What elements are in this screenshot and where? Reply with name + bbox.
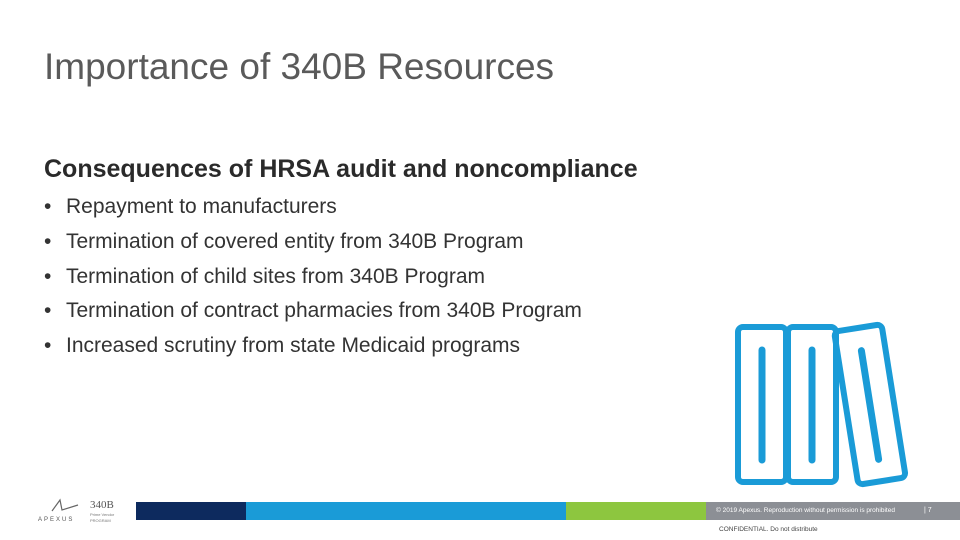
list-item: • Repayment to manufacturers bbox=[44, 195, 337, 218]
svg-text:Prime Vendor: Prime Vendor bbox=[90, 512, 115, 517]
svg-text:340B: 340B bbox=[90, 499, 114, 511]
footer-bar-navy bbox=[136, 502, 246, 520]
footer-bar-green bbox=[566, 502, 706, 520]
slide-title: Importance of 340B Resources bbox=[44, 46, 555, 87]
svg-text:PROGRAM: PROGRAM bbox=[90, 518, 111, 523]
copyright: © 2019 Apexus. Reproduction without permission is prohibited bbox=[716, 507, 895, 514]
list-item: • Termination of child sites from 340B Program bbox=[44, 264, 486, 288]
list-item: • Increased scrutiny from state Medicaid programs bbox=[44, 334, 521, 358]
confidential-note: CONFIDENTIAL. Do not distribute bbox=[719, 526, 818, 533]
page-number: | 7 bbox=[924, 507, 932, 514]
footer-bar-blue bbox=[246, 502, 566, 520]
list-item: • Termination of contract pharmacies from 340B Program bbox=[44, 299, 582, 323]
list-item: • Termination of covered entity from 340B Program bbox=[44, 229, 524, 253]
apexus-logo bbox=[38, 497, 128, 525]
bullet-list bbox=[44, 193, 582, 367]
books-icon bbox=[730, 315, 930, 490]
section-subtitle: Consequences of HRSA audit and noncompliance bbox=[44, 155, 638, 183]
svg-text:APEXUS: APEXUS bbox=[38, 517, 75, 523]
